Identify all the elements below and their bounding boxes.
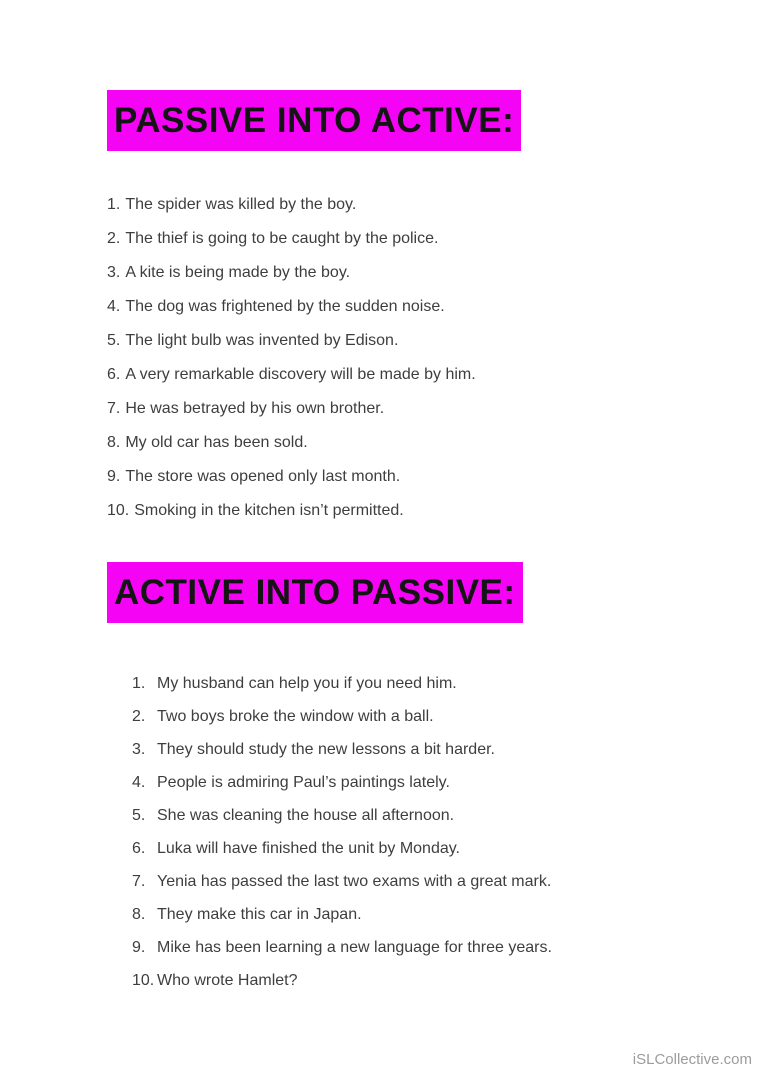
item-text: He was betrayed by his own brother. — [125, 400, 385, 417]
list-item — [132, 865, 552, 898]
item-text: Yenia has passed the last two exams with a great mark. — [157, 873, 552, 890]
list-item — [132, 667, 552, 700]
item-number: 1. — [132, 675, 146, 692]
active-into-passive-list — [132, 667, 552, 997]
list-item — [107, 324, 476, 358]
item-number: 5. — [107, 332, 121, 349]
item-text: Who wrote Hamlet? — [157, 972, 298, 989]
list-item — [107, 290, 476, 324]
list-item — [132, 898, 552, 931]
list-item — [132, 832, 552, 865]
heading-active-into-passive: ACTIVE INTO PASSIVE: — [107, 562, 523, 623]
list-item — [107, 256, 476, 290]
list-item — [107, 494, 476, 528]
item-text: They make this car in Japan. — [157, 906, 362, 923]
item-number: 2. — [132, 708, 146, 725]
item-number: 3. — [107, 264, 121, 281]
list-item — [107, 460, 476, 494]
item-number: 9. — [132, 939, 146, 956]
item-number: 6. — [107, 366, 121, 383]
item-text: The light bulb was invented by Edison. — [125, 332, 399, 349]
item-number: 3. — [132, 741, 146, 758]
item-text: Two boys broke the window with a ball. — [157, 708, 434, 725]
item-text: They should study the new lessons a bit harder. — [157, 741, 495, 758]
item-text: The spider was killed by the boy. — [125, 196, 357, 213]
list-item — [107, 222, 476, 256]
list-item — [107, 188, 476, 222]
item-text: A kite is being made by the boy. — [125, 264, 351, 281]
item-number: 7. — [132, 873, 146, 890]
item-number: 1. — [107, 196, 121, 213]
item-text: She was cleaning the house all afternoon. — [157, 807, 455, 824]
item-number: 4. — [132, 774, 146, 791]
item-text: The store was opened only last month. — [125, 468, 401, 485]
islcollective-watermark: iSLCollective.com — [632, 1051, 752, 1068]
item-number: 8. — [132, 906, 146, 923]
item-number: 9. — [107, 468, 121, 485]
item-number: 10. — [107, 502, 130, 519]
item-number: 5. — [132, 807, 146, 824]
item-text: People is admiring Paul’s paintings lately. — [157, 774, 450, 791]
item-text: Mike has been learning a new language for three years. — [157, 939, 552, 956]
item-text: The dog was frightened by the sudden noise. — [125, 298, 445, 315]
list-item — [132, 964, 552, 997]
passive-into-active-list — [107, 188, 476, 528]
item-number: 10. — [132, 972, 155, 989]
list-item — [132, 799, 552, 832]
item-text: Smoking in the kitchen isn’t permitted. — [134, 502, 404, 519]
list-item — [107, 358, 476, 392]
list-item — [132, 700, 552, 733]
item-number: 4. — [107, 298, 121, 315]
item-text: My husband can help you if you need him. — [157, 675, 457, 692]
list-item — [132, 931, 552, 964]
item-number: 8. — [107, 434, 121, 451]
item-text: My old car has been sold. — [125, 434, 308, 451]
item-text: The thief is going to be caught by the police. — [125, 230, 439, 247]
list-item — [107, 426, 476, 460]
heading-passive-into-active: PASSIVE INTO ACTIVE: — [107, 90, 521, 151]
item-text: A very remarkable discovery will be made by him. — [125, 366, 476, 383]
item-text: Luka will have finished the unit by Monday. — [157, 840, 460, 857]
list-item — [132, 733, 552, 766]
list-item — [132, 766, 552, 799]
list-item — [107, 392, 476, 426]
item-number: 2. — [107, 230, 121, 247]
item-number: 7. — [107, 400, 121, 417]
item-number: 6. — [132, 840, 146, 857]
